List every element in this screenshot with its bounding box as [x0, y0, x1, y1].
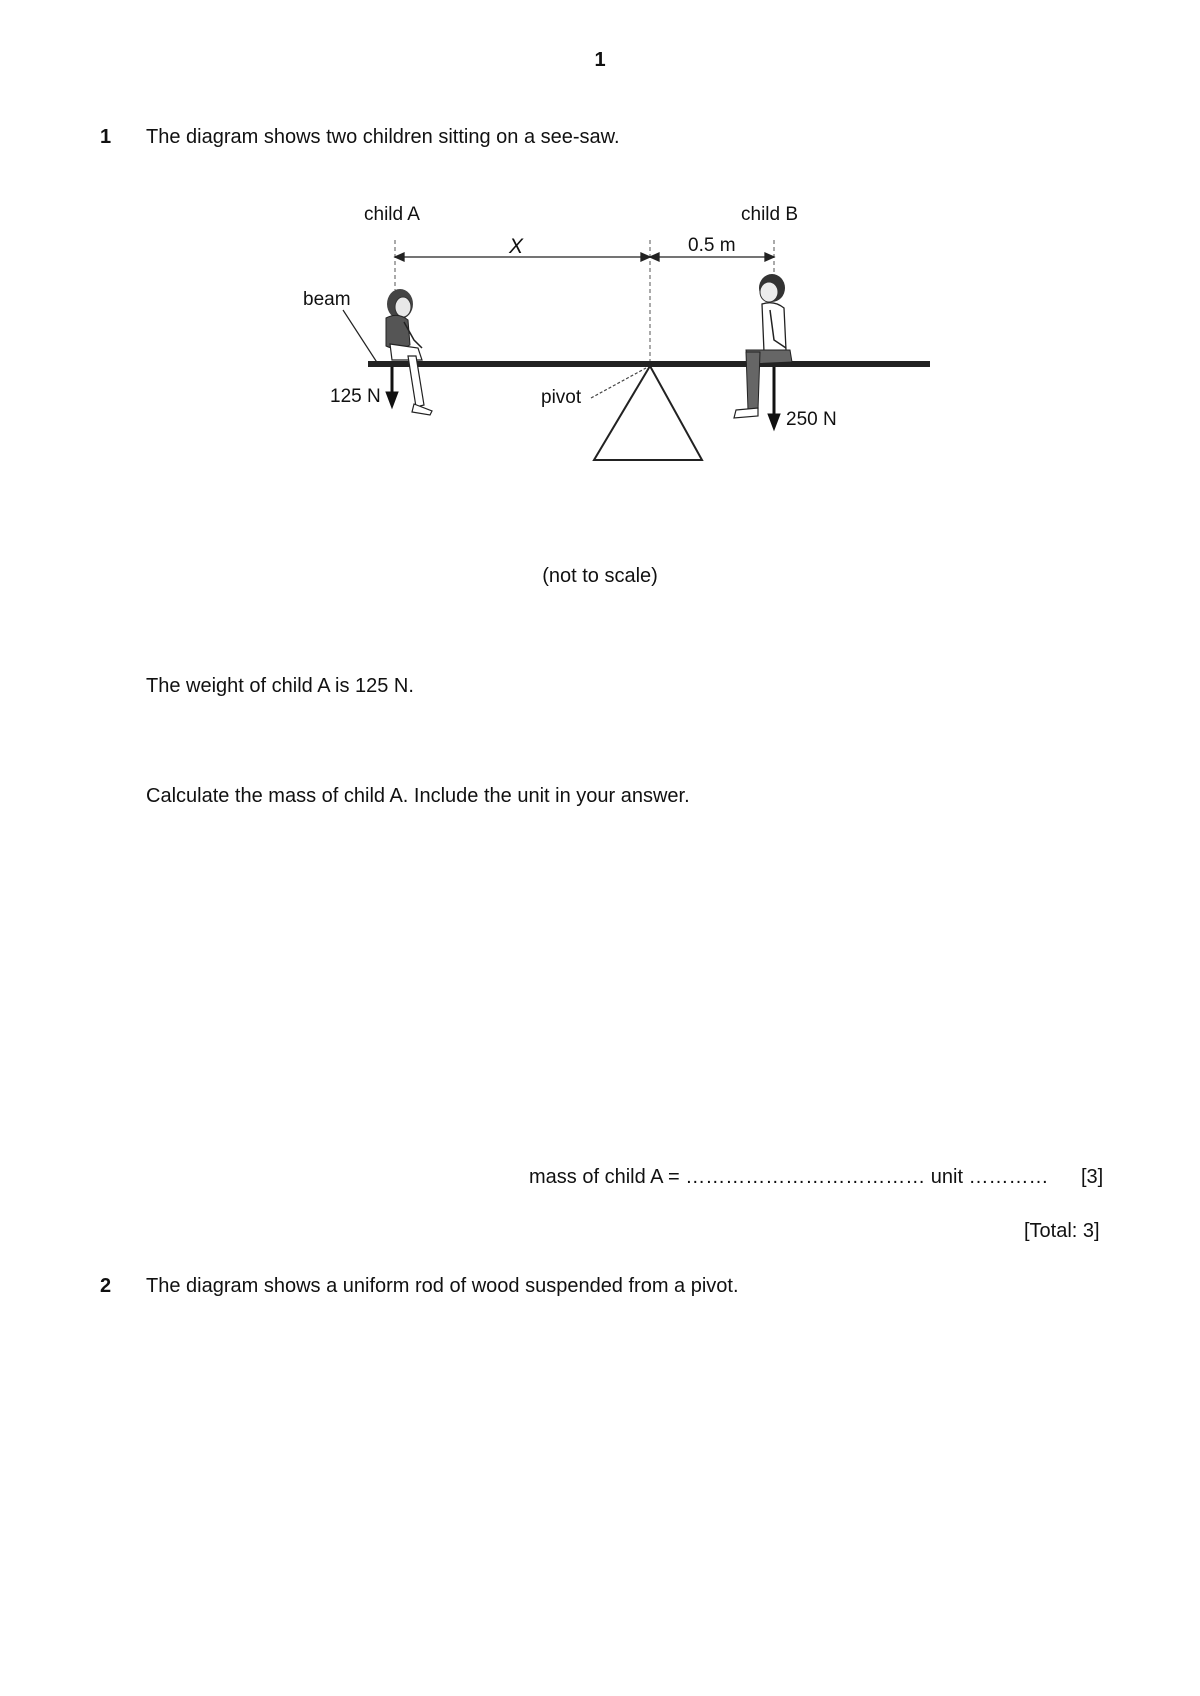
distance-x-label: X	[509, 235, 524, 258]
child-b-figure	[734, 274, 792, 418]
question-1-intro: The diagram shows two children sitting on a see-saw.	[146, 126, 620, 148]
question-1-marks: [3]	[1081, 1166, 1104, 1188]
weight-statement: The weight of child A is 125 N.	[146, 675, 414, 697]
pivot-triangle	[594, 366, 702, 460]
force-arrows	[386, 367, 780, 430]
force-a-label: 125 N	[330, 386, 381, 407]
pivot-label: pivot	[541, 387, 582, 408]
beam-leader-line	[343, 310, 378, 364]
child-a-label: child A	[364, 204, 420, 225]
page-number: 1	[594, 49, 606, 71]
answer-line: mass of child A = ……………………………… unit …………	[529, 1166, 1049, 1188]
question-1-total: [Total: 3]	[1024, 1220, 1100, 1242]
question-1-number: 1	[100, 126, 112, 148]
question-2-intro: The diagram shows a uniform rod of wood suspended from a pivot.	[146, 1275, 739, 1297]
scale-note: (not to scale)	[542, 565, 658, 587]
child-b-label: child B	[741, 204, 799, 225]
distance-b-label: 0.5 m	[688, 235, 736, 256]
force-b-label: 250 N	[786, 409, 837, 430]
see-saw-diagram	[0, 0, 1200, 500]
question-2-number: 2	[100, 1275, 112, 1297]
reference-lines	[395, 240, 774, 362]
beam	[368, 361, 930, 367]
question-1-task: Calculate the mass of child A. Include the unit in your answer.	[146, 785, 690, 807]
beam-label: beam	[303, 289, 351, 310]
